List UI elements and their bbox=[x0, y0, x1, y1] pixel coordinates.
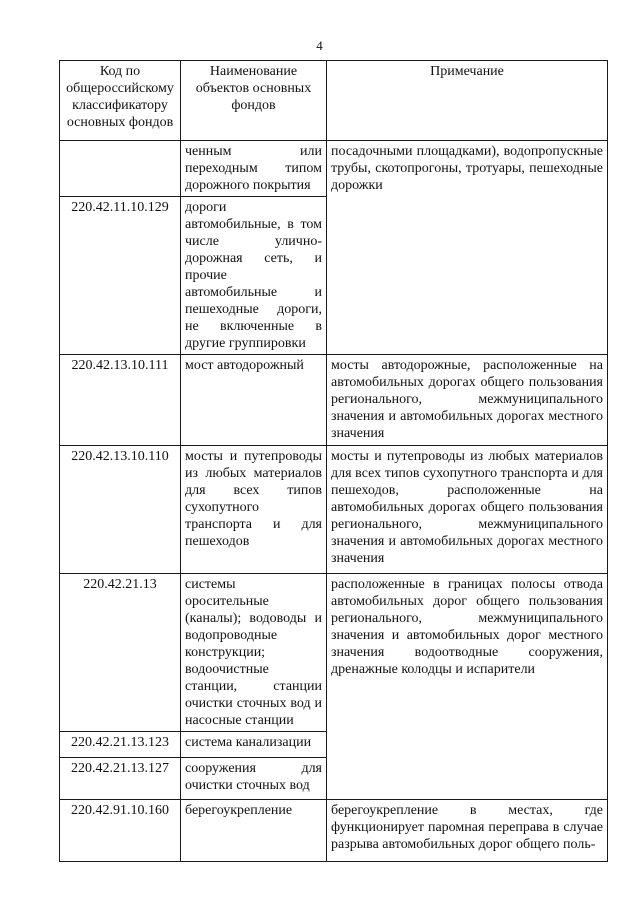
row-name: системы оросительные (каналы); водоводы и водопроводные конструкции; водоочистные станции, станции очистки сточных вод и насосные станции bbox=[181, 574, 327, 732]
row-code: 220.42.11.10.129 bbox=[60, 197, 181, 355]
table-row bbox=[60, 141, 608, 197]
row-code: 220.42.21.13.123 bbox=[60, 732, 181, 758]
row-name: сооружения для очистки сточных вод bbox=[181, 758, 327, 800]
header-code: Код по общероссийскому классификатору основных фондов bbox=[60, 61, 181, 141]
table-body bbox=[60, 141, 608, 862]
header-row bbox=[60, 61, 608, 141]
row-code: 220.42.13.10.110 bbox=[60, 446, 181, 574]
row-name: мост автодорожный bbox=[181, 355, 327, 446]
table-row bbox=[60, 800, 608, 862]
row-code: 220.42.13.10.111 bbox=[60, 355, 181, 446]
header-note: Примечание bbox=[327, 61, 608, 141]
row-name: система канализации bbox=[181, 732, 327, 758]
table-row bbox=[60, 355, 608, 446]
row-name: ченным или переходным типом дорожного покрытия bbox=[181, 141, 327, 197]
row-note: мосты автодорожные, расположенные на автомобильных дорогах общего пользования регионального, межмуниципального значения и автомобильных дорогах местного значения bbox=[327, 355, 608, 446]
row-name: дороги автомобильные, в том числе улично-дорожная сеть, и прочие автомобильные и пешеходные дороги, не включенные в другие группировки bbox=[181, 197, 327, 355]
table-row bbox=[60, 574, 608, 732]
row-code: 220.42.21.13.127 bbox=[60, 758, 181, 800]
row-note: мосты и путепроводы из любых материалов для всех типов сухопутного транспорта и для пешеходов, расположенные на автомобильных дорогах общего пользования регионального, межмуниципального значения и автомобильных дорогах местного значения bbox=[327, 446, 608, 574]
row-code: 220.42.21.13 bbox=[60, 574, 181, 732]
row-name: берегоукрепление bbox=[181, 800, 327, 862]
row-code bbox=[60, 141, 181, 197]
page-number: 4 bbox=[316, 38, 323, 53]
row-note: берегоукрепление в местах, где функционирует паромная переправа в случае разрыва автомобильных дорог общего поль- bbox=[327, 800, 608, 862]
table-row bbox=[60, 446, 608, 574]
row-name: мосты и путепроводы из любых материалов для всех типов сухопутного транспорта и для пешеходов bbox=[181, 446, 327, 574]
row-note: расположенные в границах полосы отвода автомобильных дорог общего пользования регионального, межмуниципального значения и автомобильных дорог местного значения водоотводные сооружения, дренажные колодцы и испарители bbox=[327, 574, 608, 800]
header-name: Наименование объектов основных фондов bbox=[181, 61, 327, 141]
fixed-assets-table bbox=[59, 60, 608, 862]
row-code: 220.42.91.10.160 bbox=[60, 800, 181, 862]
row-note: посадочными площадками), водопропускные трубы, скотопрогоны, тротуары, пешеходные дорожки bbox=[327, 141, 608, 355]
table-header bbox=[60, 61, 608, 141]
